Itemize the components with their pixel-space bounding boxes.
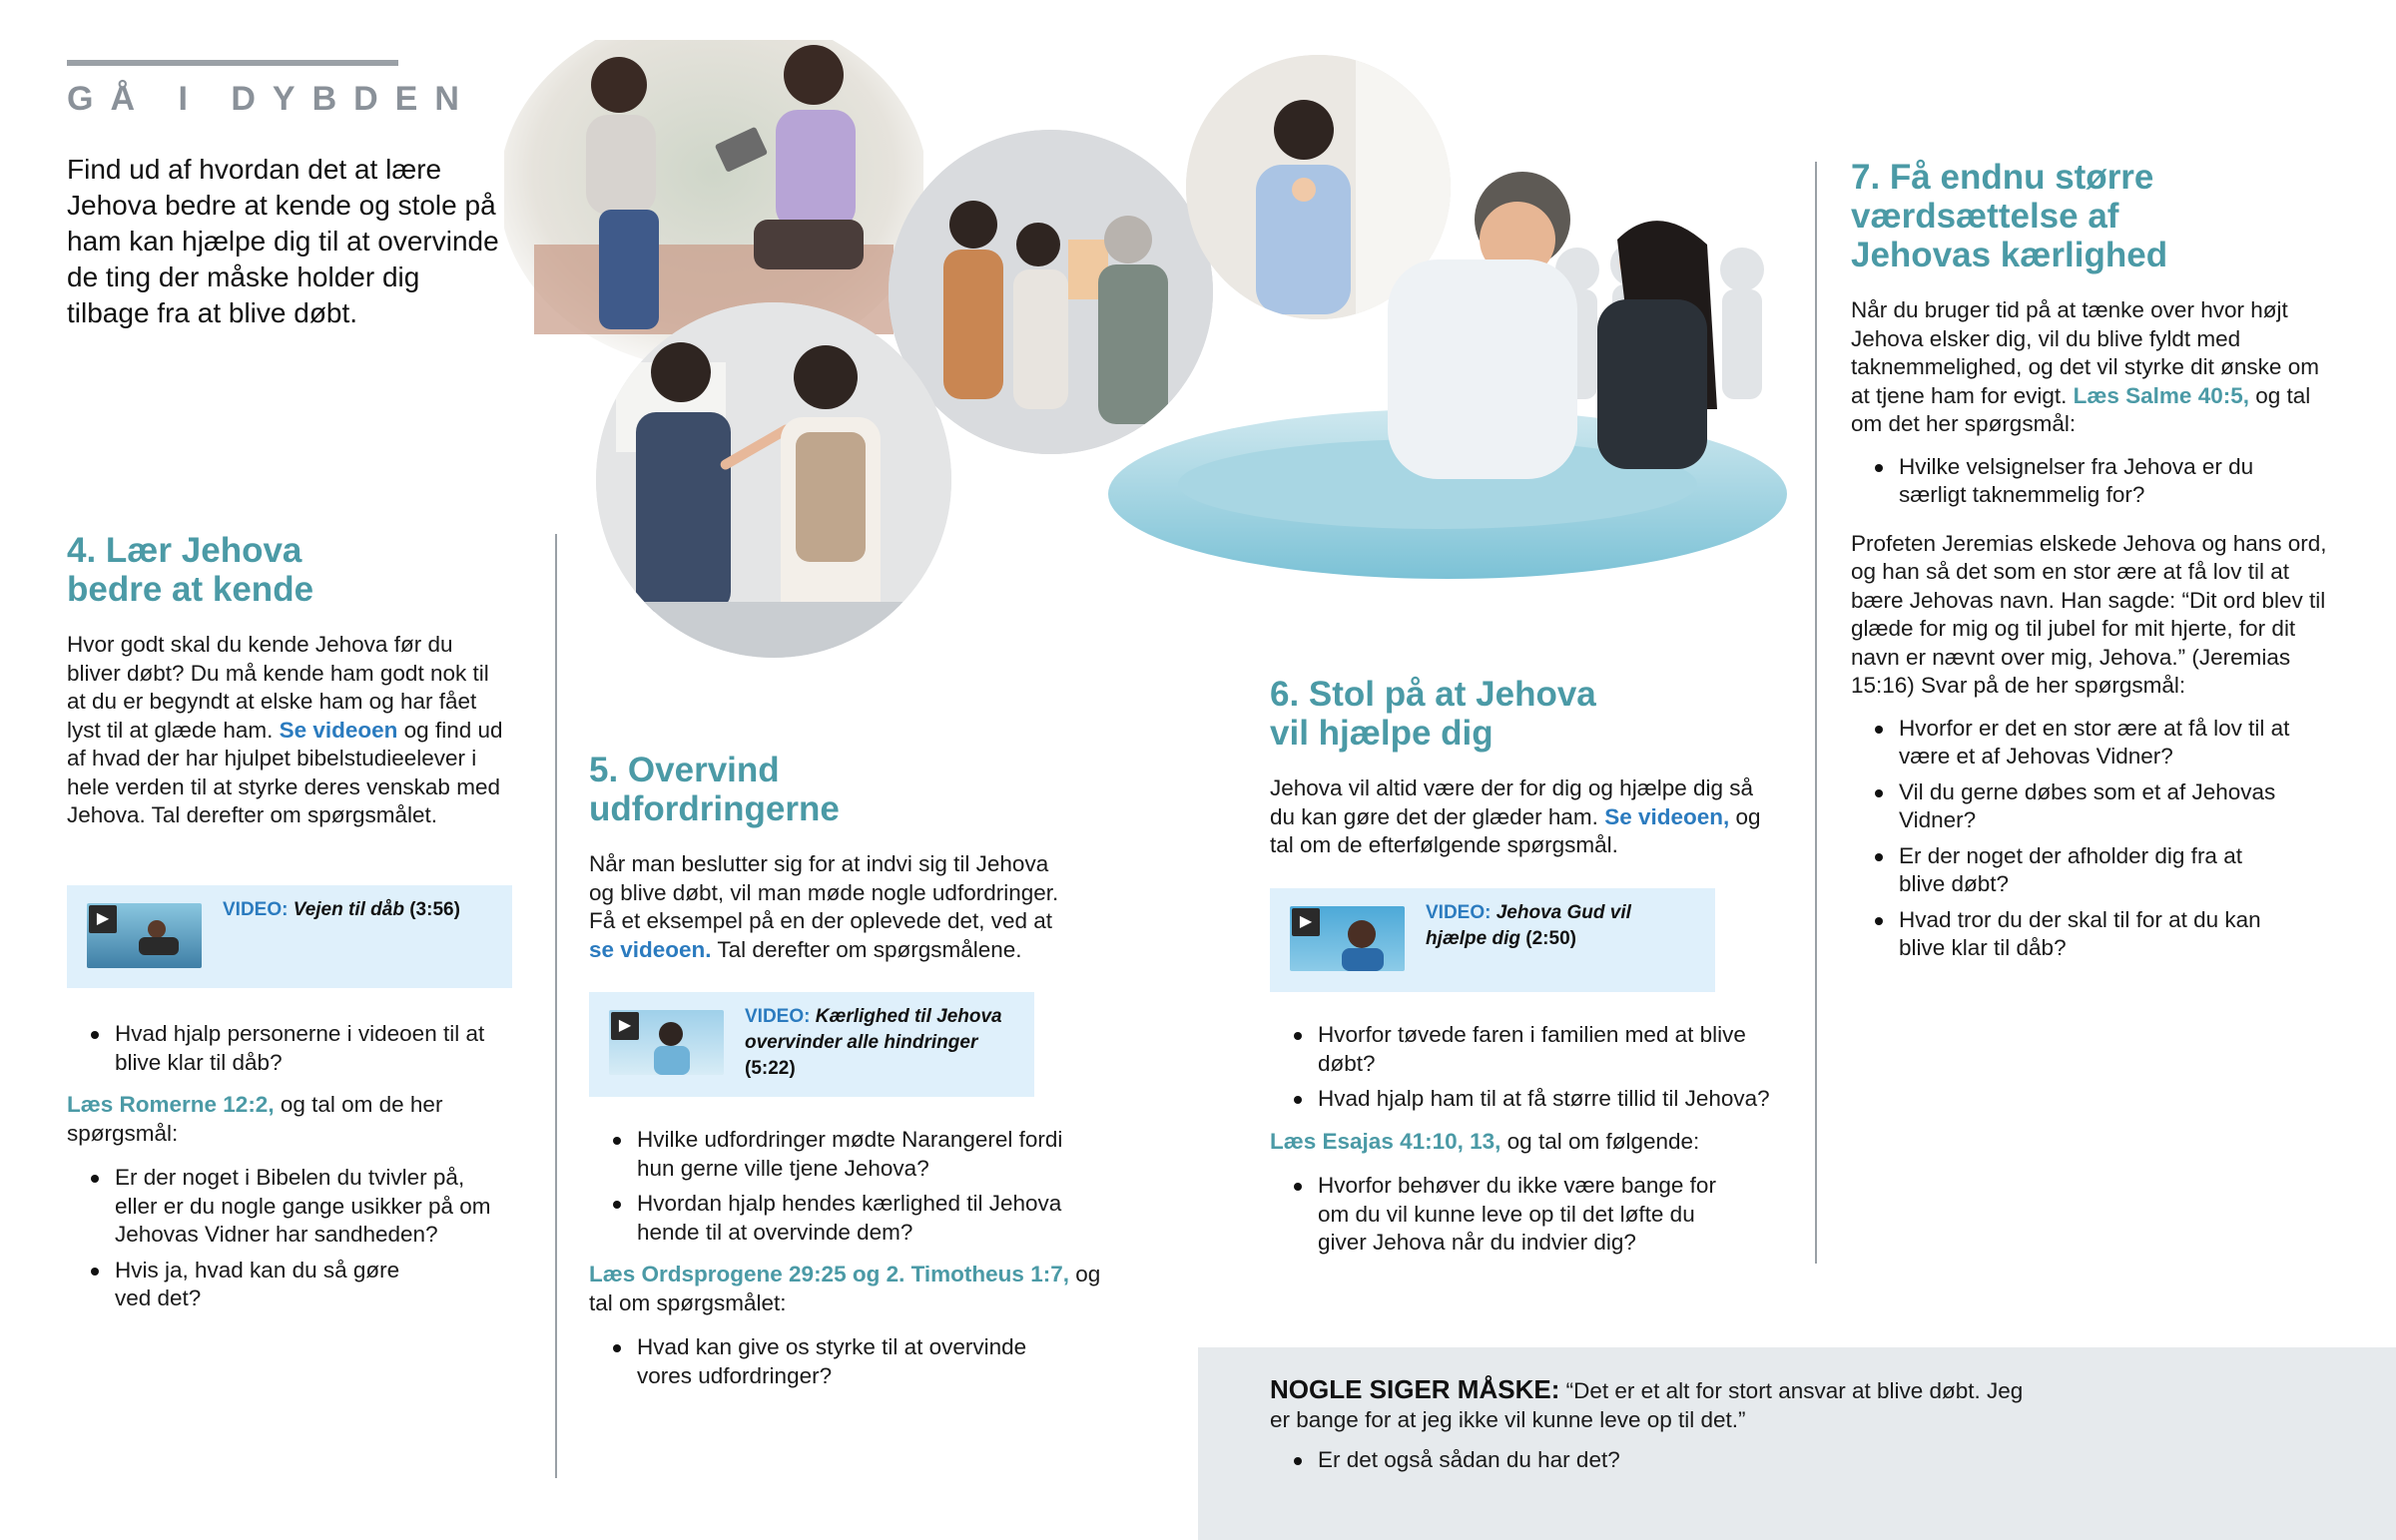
section-6-title: 6. Stol på at Jehova vil hjælpe dig bbox=[1270, 675, 1596, 753]
intro-text: Find ud af hvordan det at lære Jehova bedre at kende og stole på ham kan hjælpe dig til at overvinde de ting der måske holder dig tilbage fra at blive døbt. bbox=[67, 154, 499, 328]
play-icon[interactable]: ▶ bbox=[611, 1012, 639, 1040]
question-item: Vil du gerne døbes som et af Jehovas Vidner? bbox=[1851, 778, 2280, 835]
question-item: Hvorfor er det en stor ære at få lov til at være et af Jehovas Vidner? bbox=[1851, 715, 2298, 771]
some-say-box bbox=[1198, 1347, 2396, 1540]
question-item: Er det også sådan du har det? bbox=[1270, 1446, 2029, 1475]
watch-video-link[interactable]: Se videoen, bbox=[1604, 803, 1730, 829]
question-item: Hvorfor tøvede faren i familien med at blive døbt? bbox=[1270, 1021, 1757, 1078]
section-5-body: Når man beslutter sig for at indvi sig til Jehova og blive døbt, vil man møde nogle udfordringer. Få et eksempel på en der oplevede det, ved at se videoen. Tal derefter om spørgsmålene. bbox=[589, 851, 1059, 962]
question-list bbox=[1270, 1446, 2029, 1475]
section-4-questions bbox=[67, 1020, 536, 1320]
question-item: Hvilke udfordringer mødte Narangerel fordi hun gerne ville tjene Jehova? bbox=[589, 1126, 1088, 1183]
question-item: Hvilke velsignelser fra Jehova er du særligt taknemmelig for? bbox=[1851, 453, 2270, 510]
some-say-label: NOGLE SIGER MÅSKE: bbox=[1270, 1374, 1560, 1404]
scripture-reference[interactable]: Læs Romerne 12:2, bbox=[67, 1092, 275, 1117]
video-caption: VIDEO: Vejen til dåb (3:56) bbox=[223, 899, 460, 920]
question-list bbox=[1270, 1172, 1719, 1258]
header-rule bbox=[67, 60, 398, 66]
section-5-questions bbox=[589, 1126, 1108, 1397]
some-say-content bbox=[1270, 1375, 2029, 1482]
video-caption: VIDEO: Jehova Gud vil hjælpe dig (2:50) bbox=[1426, 902, 1631, 949]
question-list bbox=[589, 1333, 1058, 1390]
scripture-prompt: Læs Esajas 41:10, 13, og tal om følgende: bbox=[1270, 1128, 1700, 1154]
video-box-4[interactable] bbox=[67, 885, 512, 988]
column-divider bbox=[555, 534, 557, 1478]
video-thumbnail[interactable] bbox=[1290, 906, 1405, 971]
question-item: Hvad tror du der skal til for at du kan blive klar til dåb? bbox=[1851, 906, 2280, 963]
video-box-5[interactable] bbox=[589, 992, 1034, 1097]
question-item: Hvis ja, hvad kan du så gøre ved det? bbox=[67, 1257, 414, 1313]
question-list bbox=[67, 1020, 536, 1077]
play-icon[interactable]: ▶ bbox=[89, 905, 117, 933]
section-7-title: 7. Få endnu større værdsættelse af Jehovas kærlighed bbox=[1851, 158, 2168, 274]
question-item: Er der noget der afholder dig fra at blive døbt? bbox=[1851, 842, 2268, 899]
video-caption: VIDEO: Kærlighed til Jehova overvinder alle hindringer (5:22) bbox=[745, 1006, 1002, 1079]
section-7-body: Når du bruger tid på at tænke over hvor højt Jehova elsker dig, vil du blive fyldt med taknemmelighed, og det vil styrke dit ønske om at tjene ham for evigt. Læs Salme 40:5, og tal om det her spørgsmål: bbox=[1851, 297, 2319, 436]
question-item: Hvad kan give os styrke til at overvinde vores udfordringer? bbox=[589, 1333, 1058, 1390]
play-icon[interactable]: ▶ bbox=[1292, 908, 1320, 936]
section-4-body: Hvor godt skal du kende Jehova før du bliver døbt? Du må kende ham godt nok til at du er begyndt at elske ham og har fået lyst til at glæde ham. Se videoen og find ud af hvad der har hjulpet bibelstudieelever i hele verden til at styrke deres venskab med Jehova. Tal derefter om spørgsmålet. bbox=[67, 632, 503, 827]
question-list bbox=[1851, 715, 2290, 963]
question-item: Hvad hjalp ham til at få større tillid til Jehova? bbox=[1270, 1085, 1809, 1114]
section-5-title: 5. Overvind udfordringerne bbox=[589, 751, 840, 828]
question-item: Hvordan hjalp hendes kærlighed til Jehova hende til at overvinde dem? bbox=[589, 1190, 1088, 1247]
section-7 bbox=[1851, 158, 2330, 970]
question-list bbox=[67, 1164, 496, 1313]
scripture-prompt: Læs Ordsprogene 29:25 og 2. Timotheus 1:7, og tal om spørgsmålet: bbox=[589, 1262, 1101, 1315]
watch-video-link[interactable]: Se videoen bbox=[279, 717, 398, 743]
scripture-reference[interactable]: Læs Ordsprogene 29:25 og 2. Timotheus 1:7, bbox=[589, 1262, 1069, 1286]
section-4-title: 4. Lær Jehova bedre at kende bbox=[67, 531, 314, 609]
section-6-questions bbox=[1270, 1021, 1809, 1265]
question-item: Hvorfor behøver du ikke være bange for om du vil kunne leve op til det løfte du giver Jehova når du indvier dig? bbox=[1270, 1172, 1719, 1258]
section-4 bbox=[67, 531, 516, 830]
column-divider bbox=[1815, 162, 1817, 1264]
scripture-reference[interactable]: Læs Salme 40:5, bbox=[2073, 382, 2249, 408]
scripture-reference[interactable]: Læs Esajas 41:10, 13, bbox=[1270, 1128, 1501, 1154]
section-6 bbox=[1270, 675, 1789, 860]
section-6-body: Jehova vil altid være der for dig og hjælpe dig så du kan gøre det der glæder ham. Se videoen, og tal om de efterfølgende spørgsmål. bbox=[1270, 775, 1761, 857]
watch-video-link[interactable]: se videoen. bbox=[589, 936, 712, 962]
section-5 bbox=[589, 751, 1088, 964]
illustration-workplace-circle bbox=[596, 302, 951, 658]
section-7-body-2: Profeten Jeremias elskede Jehova og hans ord, og han så det som en stor ære at få lov til at bære Jehovas navn. Han sagde: “Dit ord blev til glæde for mig og til jubel for mit hjerte, for dit navn er nævnt over mig, Jehova.” (Jeremias 15:16) Svar på de her spørgsmål: bbox=[1851, 530, 2327, 698]
section-kicker: GÅ I DYBDEN bbox=[67, 80, 476, 118]
video-thumbnail[interactable] bbox=[87, 903, 202, 968]
question-list bbox=[1270, 1021, 1809, 1114]
question-list bbox=[589, 1126, 1088, 1247]
some-say-quote: NOGLE SIGER MÅSKE: “Det er et alt for stort ansvar at blive døbt. Jeg er bange for at jeg ikke vil kunne leve op til det.” bbox=[1270, 1374, 2024, 1432]
question-item: Hvad hjalp personerne i videoen til at blive klar til dåb? bbox=[67, 1020, 536, 1077]
question-list bbox=[1851, 453, 2270, 510]
scripture-prompt: Læs Romerne 12:2, og tal om de her spørgsmål: bbox=[67, 1092, 443, 1146]
video-thumbnail[interactable] bbox=[609, 1010, 724, 1075]
question-item: Er der noget i Bibelen du tvivler på, eller er du nogle gange usikker på om Jehovas Vidner har sandheden? bbox=[67, 1164, 496, 1250]
illustration-baptism bbox=[1058, 150, 1817, 589]
video-box-6[interactable] bbox=[1270, 888, 1715, 992]
